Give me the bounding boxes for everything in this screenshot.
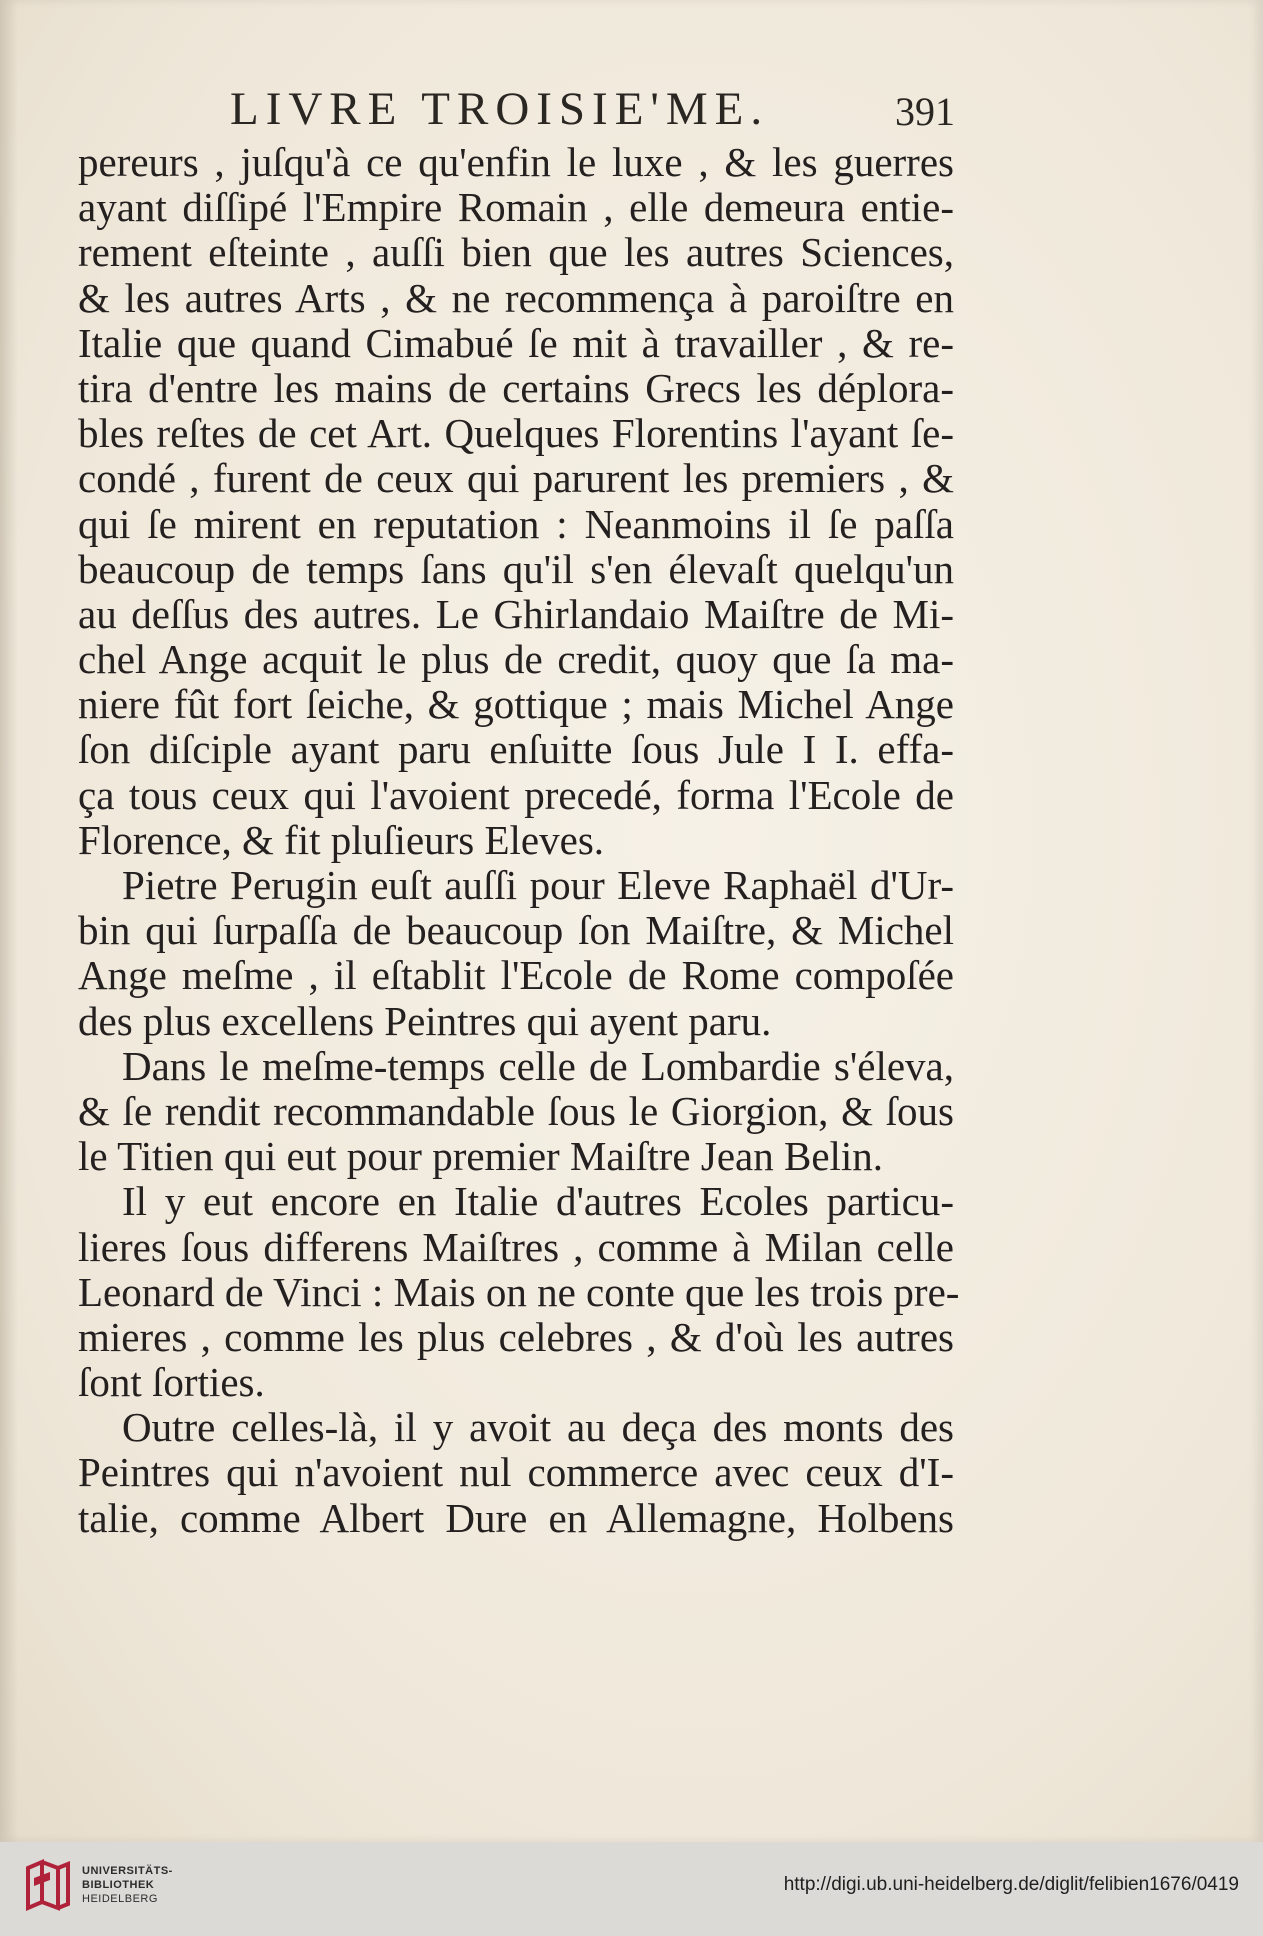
text-line: mieres , comme les plus celebres , & d'où les autres xyxy=(78,1313,954,1360)
text-line: Italie que quand Cimabué ſe mit à travailler , & re- xyxy=(78,319,954,366)
text-line: Pietre Perugin euſt auſſi pour Eleve Raphaël d'Ur- xyxy=(122,862,954,908)
text-line: bles reſtes de cet Art. Quelques Florentins l'ayant ſe- xyxy=(78,410,954,457)
text-line: ayant diſſipé l'Empire Romain , elle demeura entie- xyxy=(78,184,954,231)
text-line: ſon diſciple ayant paru enſuitte ſous Jule I I. effa- xyxy=(78,726,954,773)
text-line: Outre celles-là, il y avoit au deça des monts des xyxy=(122,1404,954,1451)
text-line: chel Ange acquit le plus de credit, quoy que ſa ma- xyxy=(78,636,954,683)
text-line: niere fût fort ſeiche, & gottique ; mais Michel Ange xyxy=(78,681,954,728)
page-gutter-shadow xyxy=(0,0,18,1842)
running-title: LIVRE TROISIE'ME. xyxy=(230,83,770,135)
text-line: bin qui ſurpaſſa de beaucoup ſon Maiſtre, & Michel xyxy=(78,907,954,954)
text-line: des plus excellens Peintres qui ayent paru. xyxy=(78,997,772,1044)
text-line: ſont ſorties. xyxy=(78,1359,265,1406)
text-line: Peintres qui n'avoient nul commerce avec ceux d'I- xyxy=(78,1449,954,1496)
library-name-line: BIBLIOTHEK xyxy=(82,1879,155,1891)
text-line: le Titien qui eut pour premier Maiſtre Jean Belin. xyxy=(78,1133,884,1180)
text-line: beaucoup de temps ſans qu'il s'en élevaſt quelqu'un xyxy=(78,545,954,592)
text-line: tira d'entre les mains de certains Grecs les déplora- xyxy=(78,364,954,411)
text-line: Dans le meſme-temps celle de Lombardie s'éleva, xyxy=(122,1042,954,1089)
text-line: pereurs , juſqu'à ce qu'enfin le luxe , & les guerres xyxy=(78,139,954,185)
text-line: rement eſteinte , auſſi bien que les autres Sciences, xyxy=(78,229,954,276)
library-name-line: HEIDELBERG xyxy=(82,1893,158,1905)
text-line: talie, comme Albert Dure en Allemagne, Holbens xyxy=(78,1494,954,1541)
library-name xyxy=(82,1864,173,1906)
text-line: Leonard de Vinci : Mais on ne conte que les trois pre- xyxy=(78,1268,960,1315)
body-text xyxy=(78,139,960,1541)
text-line: qui ſe mirent en reputation : Neanmoins il ſe paſſa xyxy=(78,500,954,547)
text-line: & les autres Arts , & ne recommença à paroiſtre en xyxy=(78,274,954,321)
text-line: Ange meſme , il eſtablit l'Ecole de Rome compoſée xyxy=(78,952,954,999)
text-line: lieres ſous differens Maiſtres , comme à Milan celle xyxy=(78,1223,954,1270)
text-line: condé , furent de ceux qui parurent les premiers , & xyxy=(78,455,954,502)
library-name-line: UNIVERSITÄTS- xyxy=(82,1865,173,1877)
source-url-link[interactable]: http://digi.ub.uni-heidelberg.de/diglit/felibien1676/0419 xyxy=(783,1874,1239,1895)
page-header xyxy=(0,82,1263,142)
page-number: 391 xyxy=(895,89,955,134)
university-library-logo-icon xyxy=(22,1858,74,1916)
text-line: Florence, & fit pluſieurs Eleves. xyxy=(78,816,605,863)
text-line: Il y eut encore en Italie d'autres Ecoles particu- xyxy=(122,1178,954,1225)
text-line: & ſe rendit recommandable ſous le Giorgion, & ſous xyxy=(78,1087,954,1134)
text-line: au deſſus des autres. Le Ghirlandaio Maiſtre de Mi- xyxy=(78,590,954,637)
text-line: ça tous ceux qui l'avoient precedé, forma l'Ecole de xyxy=(78,771,954,818)
